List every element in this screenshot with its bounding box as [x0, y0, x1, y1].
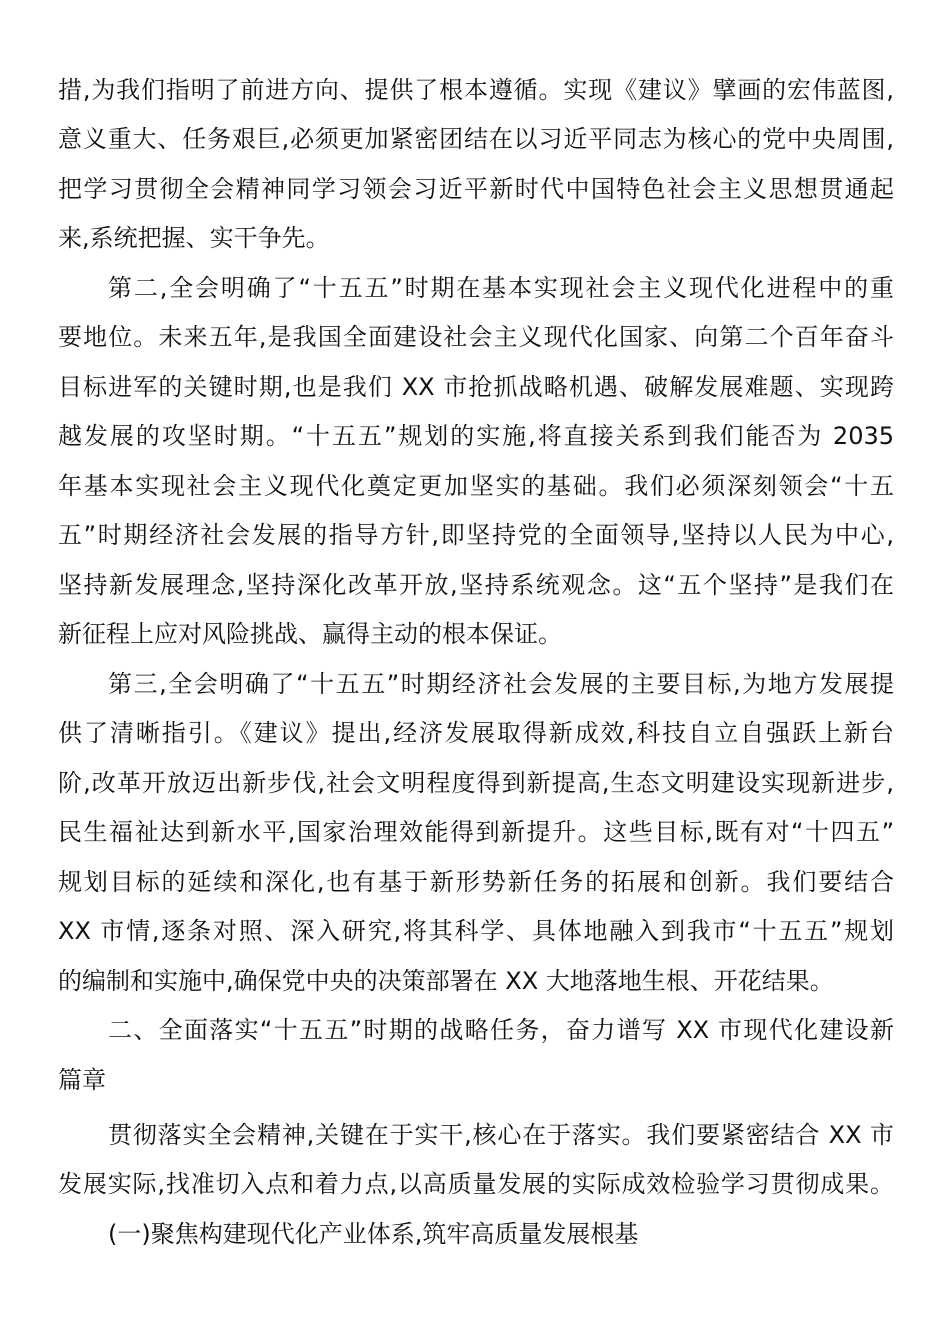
text-line-paragraph-implementation: 发展实际,找准切入点和着力点,以高质量发展的实际成效检验学习贯彻成果。: [58, 1170, 894, 1198]
text-line-paragraph-1: 意义重大、任务艰巨,必须更加紧密团结在以习近平同志为核心的党中央周围,: [58, 125, 894, 153]
text-line-paragraph-second: 坚持新发展理念,坚持深化改革开放,坚持系统观念。这“五个坚持”是我们在: [58, 571, 894, 599]
text-line-paragraph-third: 供了清晰指引。《建议》提出,经济发展取得新成效,科技自立自强跃上新台: [58, 719, 894, 747]
text-line-paragraph-1: 把学习贯彻全会精神同学习领会习近平新时代中国特色社会主义思想贯通起: [58, 175, 894, 203]
text-line-paragraph-second: 要地位。未来五年,是我国全面建设社会主义现代化国家、向第二个百年奋斗: [58, 323, 894, 351]
text-line-paragraph-1: 来,系统把握、实干争先。: [58, 224, 330, 252]
text-line-paragraph-third: 的编制和实施中,确保党中央的决策部署在 XX 大地落地生根、开花结果。: [58, 967, 834, 995]
text-line-paragraph-third: 阶,改革开放迈出新步伐,社会文明程度得到新提高,生态文明建设实现新进步,: [58, 769, 894, 797]
text-line-paragraph-second: 第二,全会明确了“十五五”时期在基本实现社会主义现代化进程中的重: [108, 274, 894, 302]
section-heading-two: 篇章: [58, 1066, 106, 1094]
text-line-paragraph-third: 规划目标的延续和深化,也有基于新形势新任务的拓展和创新。我们要结合: [58, 868, 894, 896]
subsection-heading-one: (一)聚焦构建现代化产业体系,筑牢高质量发展根基: [108, 1220, 639, 1248]
text-line-paragraph-third: XX 市情,逐条对照、深入研究,将其科学、具体地融入到我市“十五五”规划: [58, 917, 894, 945]
text-line-paragraph-second: 五”时期经济社会发展的指导方针,即坚持党的全面领导,坚持以人民为中心,: [58, 521, 894, 549]
section-heading-two: 二、全面落实“十五五”时期的战略任务，奋力谱写 XX 市现代化建设新: [108, 1016, 894, 1044]
text-line-paragraph-implementation: 贯彻落实全会精神,关键在于实干,核心在于落实。我们要紧密结合 XX 市: [108, 1121, 894, 1149]
text-line-paragraph-second: 年基本实现社会主义现代化奠定更加坚实的基础。我们必须深刻领会“十五: [58, 472, 894, 500]
text-line-paragraph-second: 越发展的攻坚时期。“十五五”规划的实施,将直接关系到我们能否为 2035: [58, 422, 894, 450]
text-line-paragraph-third: 第三,全会明确了“十五五”时期经济社会发展的主要目标,为地方发展提: [108, 670, 894, 698]
text-line-paragraph-1: 措,为我们指明了前进方向、提供了根本遵循。实现《建议》擘画的宏伟蓝图,: [58, 76, 894, 104]
text-line-paragraph-second: 目标进军的关键时期,也是我们 XX 市抢抓战略机遇、破解发展难题、实现跨: [58, 373, 894, 401]
text-line-paragraph-second: 新征程上应对风险挑战、赢得主动的根本保证。: [58, 620, 562, 648]
text-line-paragraph-third: 民生福祉达到新水平,国家治理效能得到新提升。这些目标,既有对“十四五”: [58, 818, 894, 846]
